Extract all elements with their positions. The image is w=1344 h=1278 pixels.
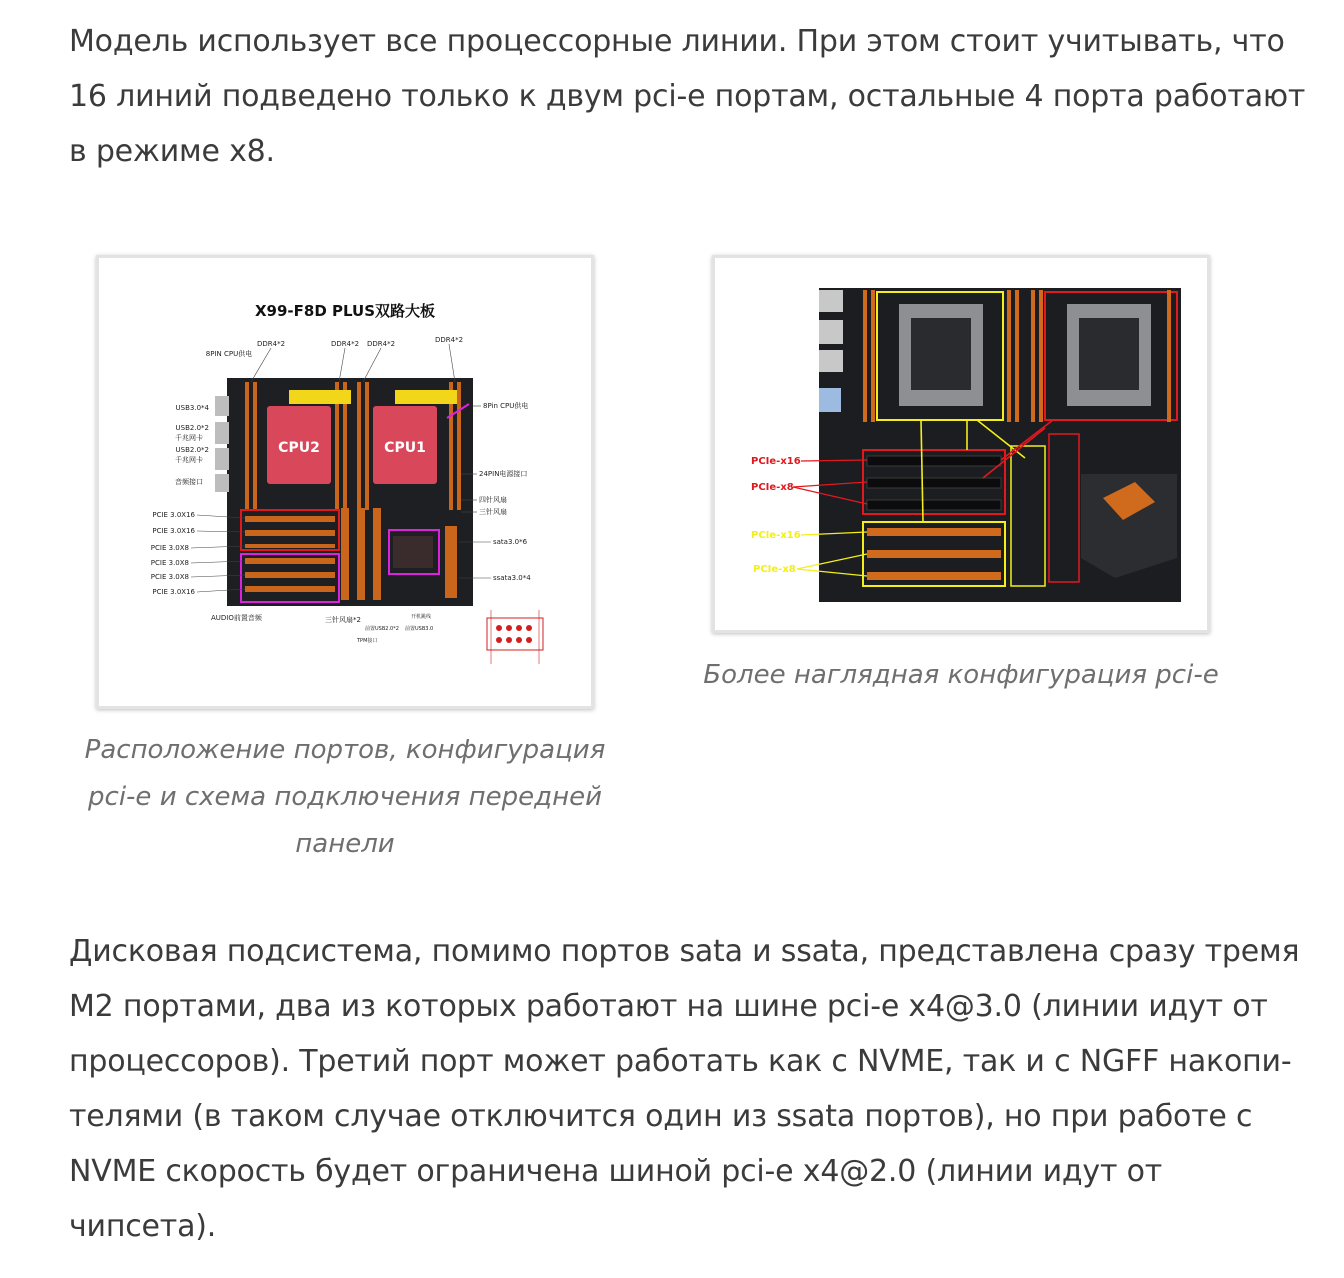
- label-ddr-1: DDR4*2: [256, 340, 286, 348]
- label-pcie-6: PCIE 3.0X16: [152, 588, 195, 596]
- label-ddr-2: DDR4*2: [330, 340, 360, 348]
- motherboard-layout-diagram: [99, 258, 591, 706]
- paragraph-cpu-lanes: Модель использует все процессорные линии. При этом стоит учитывать, что 16 линий подведено только к двум pci-e портам, остальные 4 порта работают в режиме x8.: [69, 24, 1306, 169]
- label-24pin: 24PIN电源接口: [479, 470, 528, 478]
- paragraph-storage: Дисковая подсистема, помимо портов sata и ssata, представлена сразу тремя M2 портами, два из которых работают на шине pci-e x4@3.0 (линии идут от процессоров). Третий порт может работать как с NVME, так и с NGFF накопи-телями (в таком случае отключится один из ssata портов), но при работе с NVME скорость будет ограничена шиной pci-e x4@2.0 (линии идут от чипсета).: [69, 934, 1300, 1244]
- label-ssata: ssata3.0*4: [493, 574, 531, 582]
- figure-2-caption: Более наглядная конфигурация pci-e: [703, 660, 1219, 690]
- label-front-usb20: 前置USB2.0*2: [365, 626, 399, 632]
- label-pcie-x8-red: PCIe-x8: [751, 482, 794, 493]
- label-4pin-fan: 四针风扇: [479, 496, 507, 504]
- figure-1-caption: Расположение портов, конфигурация pci-e и схема подключения передней панели: [84, 735, 606, 859]
- label-pcie-1: PCIE 3.0X16: [152, 511, 195, 519]
- front-panel-schematic: [487, 610, 543, 664]
- label-power-jumper: 开机跳线: [411, 614, 432, 620]
- label-usb20-b: USB2.0*2: [175, 446, 209, 454]
- label-usb30: USB3.0*4: [175, 404, 209, 412]
- cpu1-label: CPU1: [384, 440, 426, 456]
- label-pcie-3: PCIE 3.0X8: [150, 544, 189, 552]
- cpu2-label: CPU2: [278, 440, 320, 456]
- label-tpm: TPM接口: [357, 638, 378, 644]
- label-pcie-x16-red: PCIe-x16: [751, 456, 801, 467]
- label-audio-front: AUDIO前置音频: [211, 614, 262, 622]
- figure-pcie-config: [712, 255, 1210, 633]
- diagram-title: X99-F8D PLUS双路大板: [254, 302, 436, 320]
- label-8pin-cpu-left: 8PIN CPU供电: [205, 350, 253, 358]
- label-pcie-x8-yellow: PCIe-x8: [753, 564, 796, 575]
- label-ddr-3: DDR4*2: [366, 340, 396, 348]
- label-pcie-5: PCIE 3.0X8: [150, 573, 189, 581]
- label-usb20-a: USB2.0*2: [175, 424, 209, 432]
- label-front-usb30: 前置USB3.0: [405, 626, 434, 632]
- label-pcie-4: PCIE 3.0X8: [150, 559, 189, 567]
- label-audio-io: 音频接口: [175, 478, 203, 486]
- label-sata: sata3.0*6: [493, 538, 528, 546]
- label-8pin-cpu-right: 8Pin CPU供电: [483, 402, 529, 410]
- label-3pin-fan: 三针风扇: [479, 508, 507, 516]
- label-ddr-4: DDR4*2: [434, 336, 464, 344]
- label-pcie-2: PCIE 3.0X16: [152, 527, 195, 535]
- label-lan-a: 千兆网卡: [175, 434, 203, 442]
- label-lan-b: 千兆网卡: [175, 456, 203, 464]
- motherboard-photo-illustration: [715, 258, 1207, 630]
- label-pcie-x16-yellow: PCIe-x16: [751, 530, 801, 541]
- label-3pin-fan-2: 三针风扇*2: [325, 616, 361, 624]
- figure-port-layout: [96, 255, 594, 709]
